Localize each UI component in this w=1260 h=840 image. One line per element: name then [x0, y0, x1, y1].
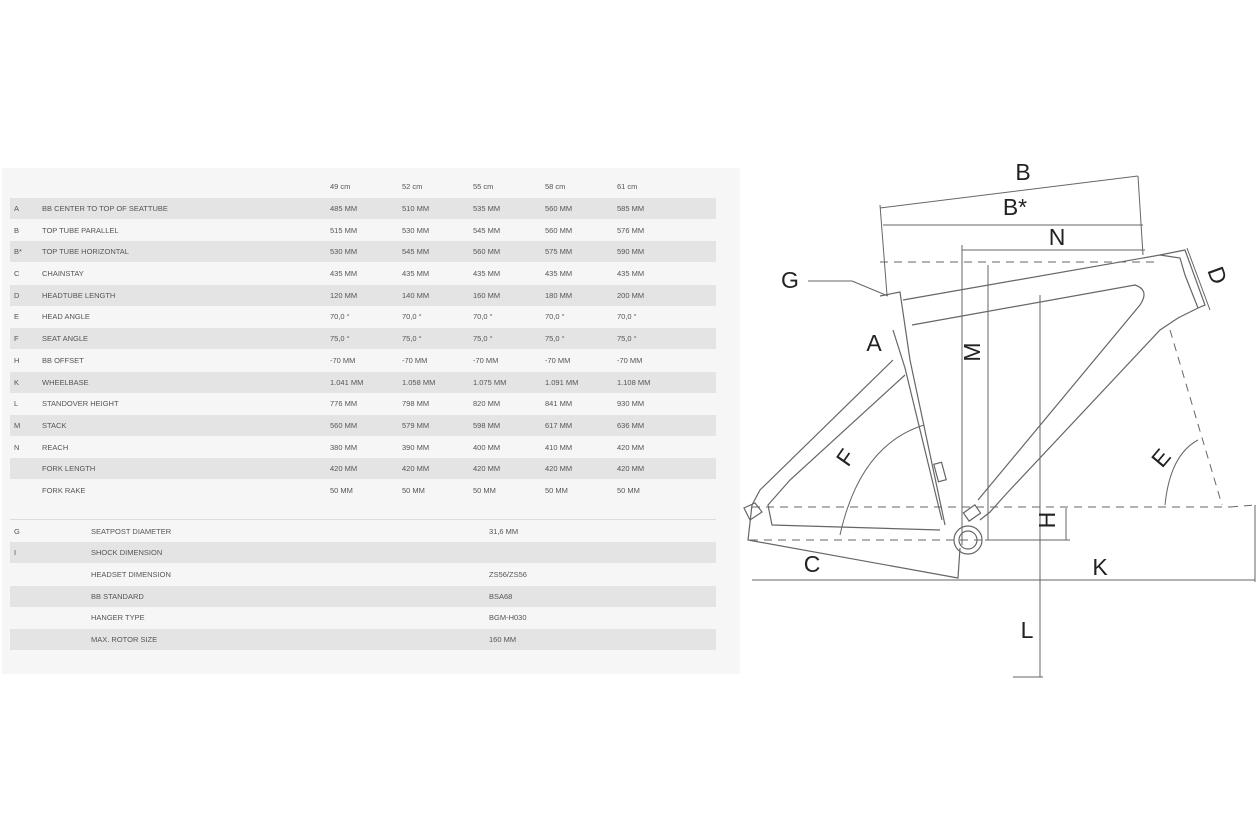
row-value: 1.041 MM	[330, 378, 364, 387]
row-value: 545 MM	[473, 226, 501, 235]
row-value: 140 MM	[402, 291, 430, 300]
row-value: 579 MM	[402, 421, 430, 430]
row-value: 560 MM	[545, 226, 573, 235]
label-A: A	[866, 330, 882, 356]
row-value: 435 MM	[330, 269, 358, 278]
row-value: 50 MM	[617, 486, 640, 495]
row-value: 75,0 °	[617, 334, 637, 343]
row-value: 776 MM	[330, 399, 358, 408]
row-name: CHAINSTAY	[42, 269, 84, 278]
row-value: 50 MM	[330, 486, 353, 495]
row-value: 420 MM	[617, 443, 645, 452]
label-M: M	[959, 342, 985, 362]
row-value: 636 MM	[617, 421, 645, 430]
spec-name: SEATPOST DIAMETER	[91, 527, 172, 536]
label-K: K	[1092, 554, 1108, 580]
row-value: 160 MM	[473, 291, 501, 300]
row-name: STANDOVER HEIGHT	[42, 399, 119, 408]
row-value: 841 MM	[545, 399, 573, 408]
spec-name: MAX. ROTOR SIZE	[91, 635, 158, 644]
row-value: 530 MM	[330, 247, 358, 256]
row-name: HEAD ANGLE	[42, 312, 90, 321]
row-value: 420 MM	[617, 464, 645, 473]
row-value: 75,0 °	[330, 334, 350, 343]
label-B-star: B*	[1002, 194, 1028, 220]
row-value: 70,0 °	[617, 312, 637, 321]
spec-value: BGM-H030	[489, 613, 527, 622]
row-value: 590 MM	[617, 247, 645, 256]
spec-value: 160 MM	[489, 635, 517, 644]
row-value: 530 MM	[402, 226, 430, 235]
row-value: 560 MM	[545, 204, 573, 213]
size-header: 61 cm	[617, 182, 638, 191]
row-value: 560 MM	[330, 421, 358, 430]
row-key: L	[14, 399, 19, 408]
row-value: 435 MM	[617, 269, 645, 278]
row-key: B*	[14, 247, 22, 256]
row-name: FORK LENGTH	[42, 464, 96, 473]
spec-value: BSA68	[489, 592, 513, 601]
spec-name: HEADSET DIMENSION	[91, 570, 171, 579]
spec-name: HANGER TYPE	[91, 613, 145, 622]
label-C: C	[803, 551, 821, 577]
row-key: A	[14, 204, 20, 213]
row-name: TOP TUBE PARALLEL	[42, 226, 119, 235]
row-value: 575 MM	[545, 247, 573, 256]
row-value: 50 MM	[473, 486, 496, 495]
row-value: 420 MM	[545, 464, 573, 473]
label-F: F	[830, 444, 861, 471]
row-value: 200 MM	[617, 291, 645, 300]
spec-name: SHOCK DIMENSION	[91, 548, 163, 557]
row-value: 798 MM	[402, 399, 430, 408]
label-L: L	[1020, 617, 1034, 643]
label-B: B	[1015, 159, 1031, 185]
dimension-labels	[781, 159, 1233, 643]
row-key: M	[14, 421, 21, 430]
row-value: 1.091 MM	[545, 378, 579, 387]
row-value: 75,0 °	[545, 334, 565, 343]
label-H: H	[1034, 511, 1060, 529]
row-name: FORK RAKE	[42, 486, 86, 495]
row-key: K	[14, 378, 20, 387]
row-value: -70 MM	[402, 356, 428, 365]
size-header: 55 cm	[473, 182, 494, 191]
row-value: 598 MM	[473, 421, 501, 430]
row-name: TOP TUBE HORIZONTAL	[42, 247, 129, 256]
frame-outline	[744, 250, 1205, 578]
row-value: -70 MM	[330, 356, 356, 365]
row-value: 420 MM	[330, 464, 358, 473]
row-value: 820 MM	[473, 399, 501, 408]
row-value: 545 MM	[402, 247, 430, 256]
spec-key: G	[14, 527, 20, 536]
row-value: -70 MM	[617, 356, 643, 365]
row-value: 515 MM	[330, 226, 358, 235]
row-value: 420 MM	[402, 464, 430, 473]
row-value: -70 MM	[545, 356, 571, 365]
row-value: 70,0 °	[402, 312, 422, 321]
spec-key: I	[14, 548, 17, 557]
row-value: 1.058 MM	[402, 378, 436, 387]
row-key: C	[14, 269, 20, 278]
row-key: H	[14, 356, 20, 365]
row-key: B	[14, 226, 20, 235]
row-key: D	[14, 291, 20, 300]
row-name: REACH	[42, 443, 69, 452]
spec-value: 31,6 MM	[489, 527, 519, 536]
label-N: N	[1048, 224, 1066, 250]
row-value: 75,0 °	[473, 334, 493, 343]
row-value: 410 MM	[545, 443, 573, 452]
label-D: D	[1202, 263, 1233, 288]
row-name: HEADTUBE LENGTH	[42, 291, 116, 300]
row-value: 120 MM	[330, 291, 358, 300]
spec-name: BB STANDARD	[91, 592, 144, 601]
row-value: 435 MM	[545, 269, 573, 278]
row-value: 1.075 MM	[473, 378, 507, 387]
row-name: SEAT ANGLE	[42, 334, 88, 343]
size-header: 49 cm	[330, 182, 351, 191]
row-value: 510 MM	[402, 204, 430, 213]
row-value: 400 MM	[473, 443, 501, 452]
row-key: E	[14, 312, 20, 321]
row-value: 70,0 °	[330, 312, 350, 321]
row-key: N	[14, 443, 20, 452]
row-value: 180 MM	[545, 291, 573, 300]
row-value: 380 MM	[330, 443, 358, 452]
row-value: 50 MM	[402, 486, 425, 495]
row-value: 560 MM	[473, 247, 501, 256]
size-header: 58 cm	[545, 182, 566, 191]
label-E: E	[1145, 443, 1176, 473]
row-value: 485 MM	[330, 204, 358, 213]
row-name: BB OFFSET	[42, 356, 84, 365]
row-value: 75,0 °	[402, 334, 422, 343]
row-value: 617 MM	[545, 421, 573, 430]
row-key: F	[14, 334, 19, 343]
row-value: 930 MM	[617, 399, 645, 408]
spec-value: ZS56/ZS56	[489, 570, 527, 579]
row-name: WHEELBASE	[42, 378, 89, 387]
row-value: 585 MM	[617, 204, 645, 213]
row-value: 390 MM	[402, 443, 430, 452]
row-value: 435 MM	[473, 269, 501, 278]
row-name: STACK	[42, 421, 67, 430]
row-value: 576 MM	[617, 226, 645, 235]
row-value: 435 MM	[402, 269, 430, 278]
row-name: BB CENTER TO TOP OF SEATTUBE	[42, 204, 168, 213]
row-value: 70,0 °	[545, 312, 565, 321]
row-value: 1.108 MM	[617, 378, 651, 387]
row-value: 50 MM	[545, 486, 568, 495]
label-G: G	[781, 267, 799, 293]
row-value: -70 MM	[473, 356, 499, 365]
row-value: 70,0 °	[473, 312, 493, 321]
row-value: 420 MM	[473, 464, 501, 473]
row-value: 535 MM	[473, 204, 501, 213]
size-header: 52 cm	[402, 182, 423, 191]
